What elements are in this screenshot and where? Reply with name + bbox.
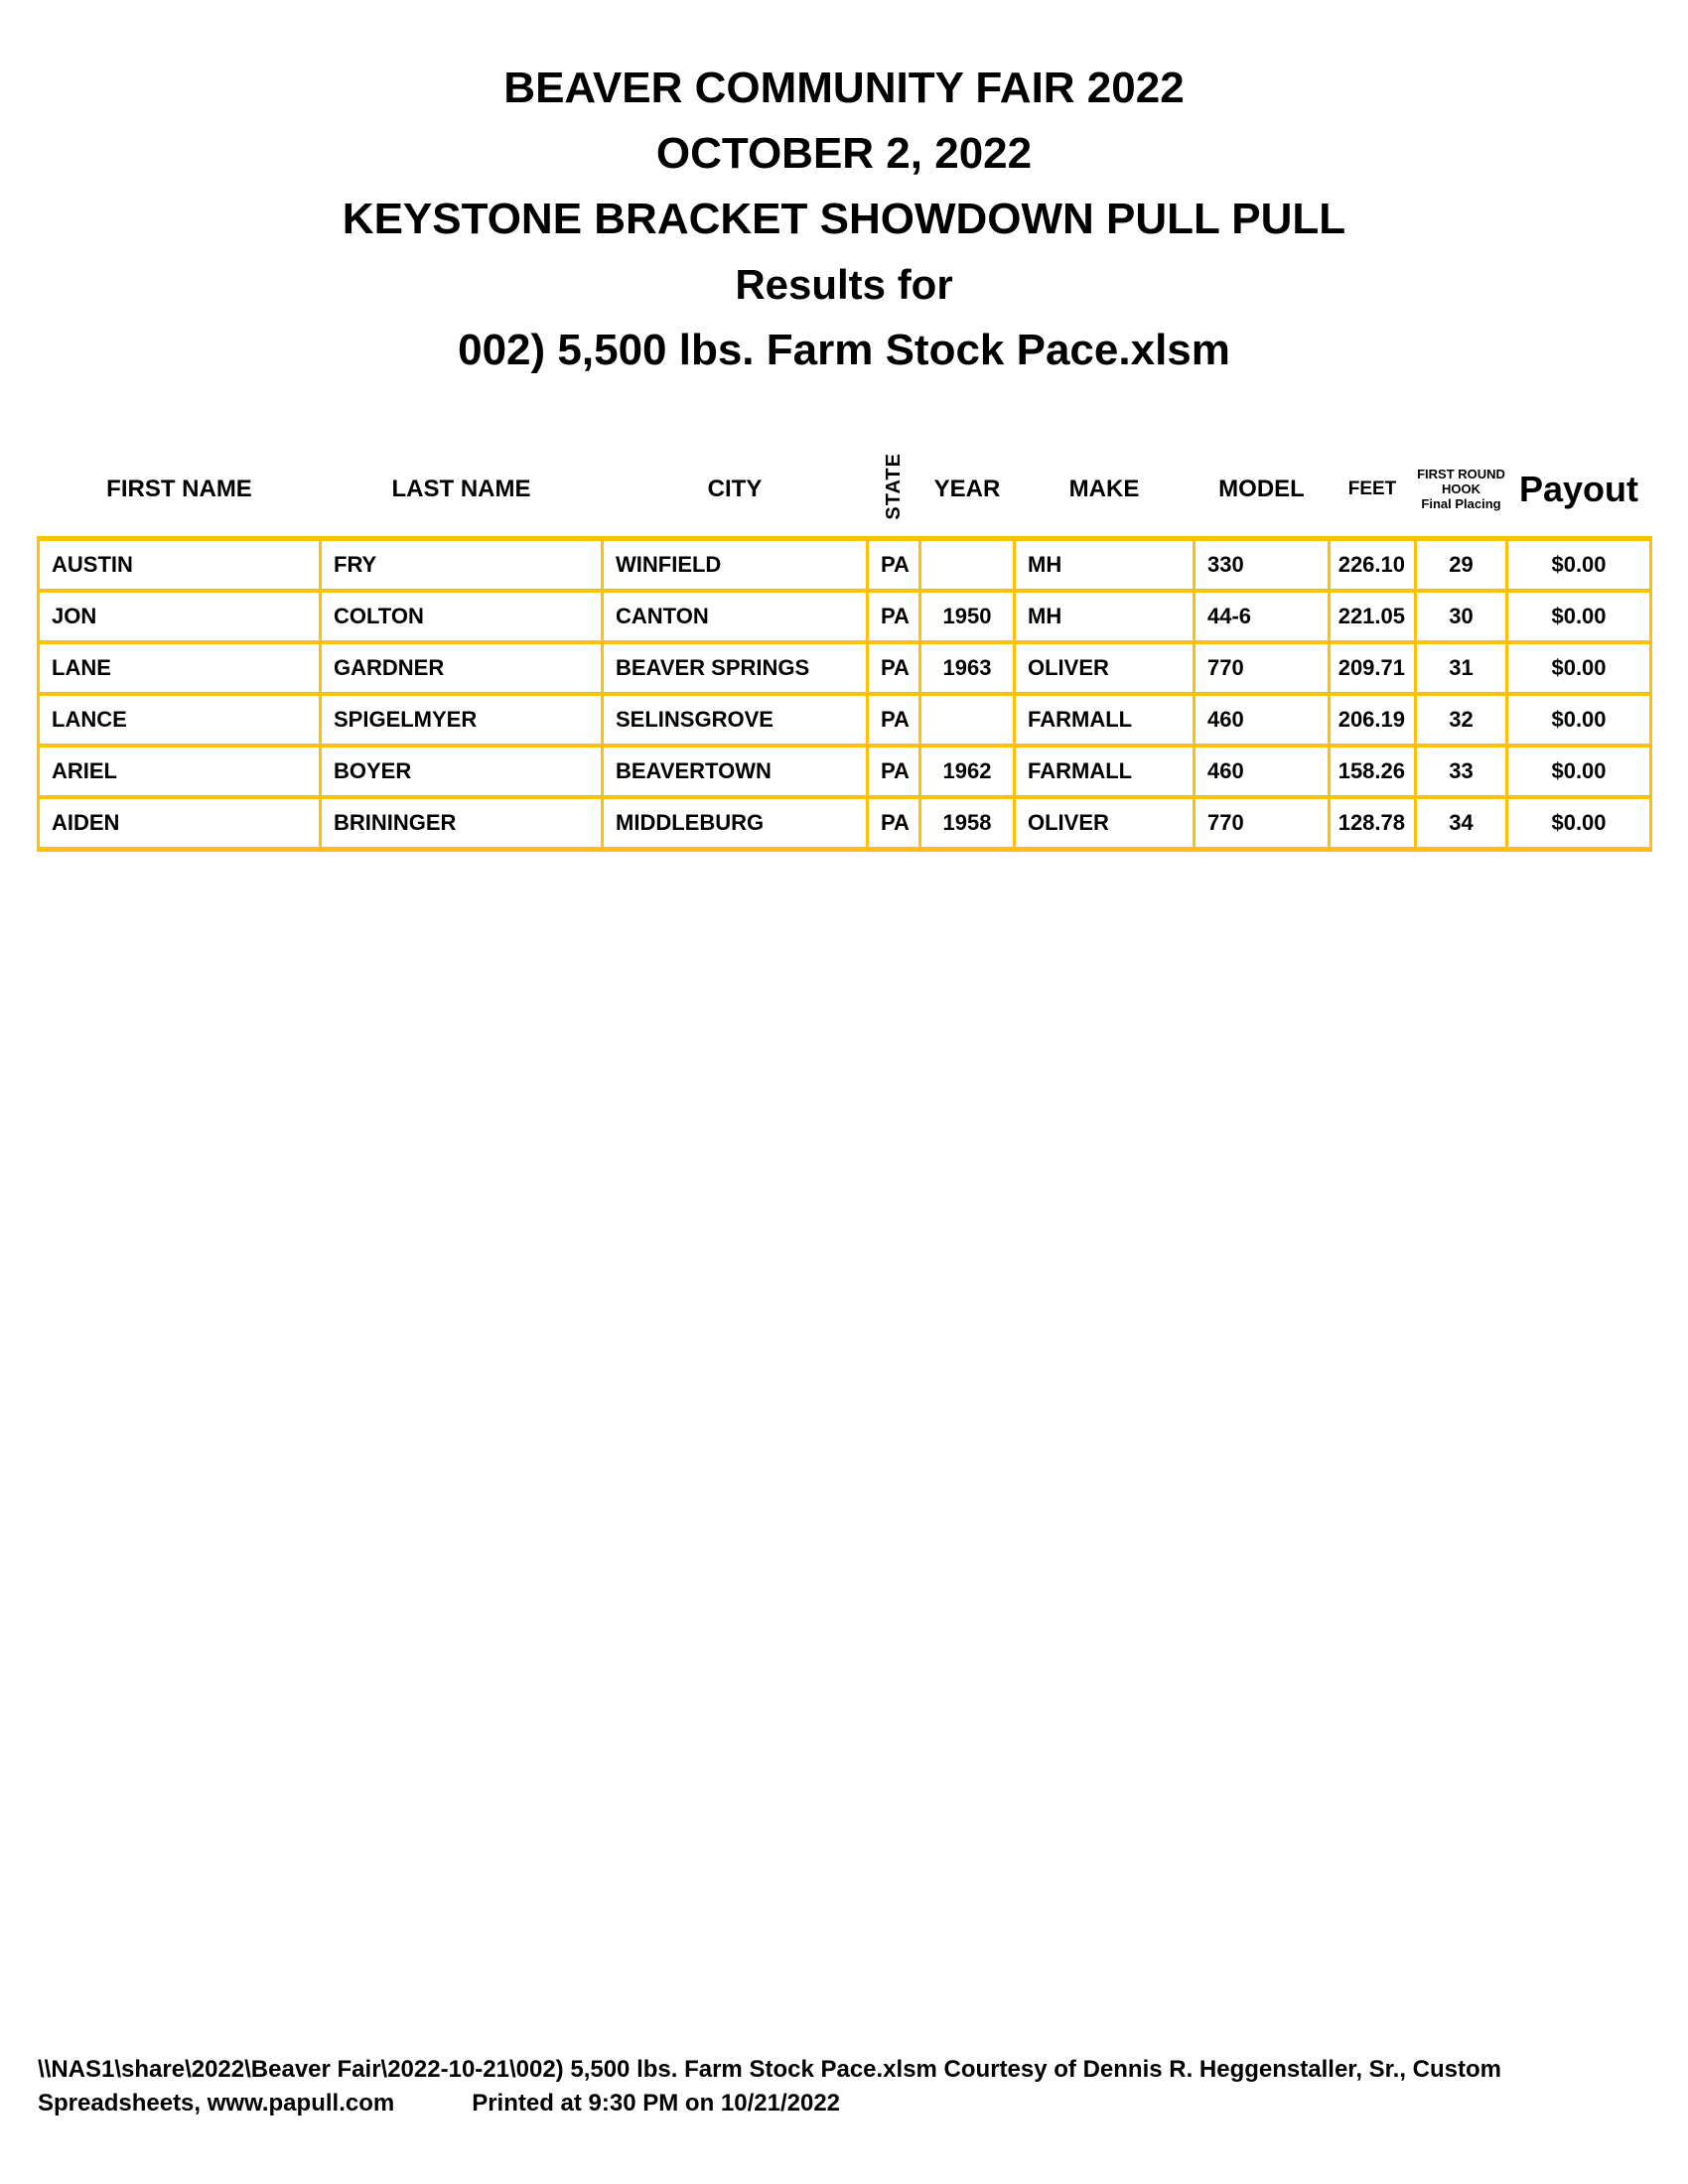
page-header: [0, 56, 1688, 383]
cell-city: BEAVER SPRINGS: [603, 642, 868, 694]
cell-year: 1962: [920, 746, 1015, 797]
cell-year: 1963: [920, 642, 1015, 694]
hook-header-line3: Final Placing: [1421, 496, 1501, 511]
cell-feet: 158.26: [1330, 746, 1416, 797]
cell-state: PA: [868, 694, 920, 746]
file-path-line: \\NAS1\share\2022\Beaver Fair\2022-10-21\002) 5,500 lbs. Farm Stock Pace.xlsm Courtesy of Dennis R. Heggenstaller, Sr., Custom: [38, 2056, 1502, 2083]
column-header-last-name: LAST NAME: [391, 475, 531, 502]
event-series: KEYSTONE BRACKET SHOWDOWN PULL PULL: [342, 195, 1346, 243]
column-header-hook: [1416, 442, 1507, 539]
cell-state: PA: [868, 746, 920, 797]
class-file-title: 002) 5,500 lbs. Farm Stock Pace.xlsm: [458, 326, 1230, 374]
cell-payout: $0.00: [1507, 694, 1651, 746]
cell-model: 460: [1195, 746, 1330, 797]
cell-city: SELINSGROVE: [603, 694, 868, 746]
cell-last-name: BRININGER: [321, 797, 603, 850]
cell-feet: 206.19: [1330, 694, 1416, 746]
cell-make: FARMALL: [1015, 694, 1195, 746]
cell-feet: 221.05: [1330, 591, 1416, 642]
cell-last-name: BOYER: [321, 746, 603, 797]
results-for-label: Results for: [735, 261, 953, 308]
hook-header-line1: FIRST ROUND: [1417, 467, 1505, 481]
cell-last-name: GARDNER: [321, 642, 603, 694]
website-text: Spreadsheets, www.papull.com: [38, 2090, 395, 2116]
cell-state: PA: [868, 642, 920, 694]
cell-payout: $0.00: [1507, 591, 1651, 642]
cell-last-name: COLTON: [321, 591, 603, 642]
cell-payout: $0.00: [1507, 746, 1651, 797]
cell-city: WINFIELD: [603, 539, 868, 592]
column-header-row: [39, 442, 1651, 539]
cell-state: PA: [868, 539, 920, 592]
table-row: [39, 642, 1651, 694]
cell-placing: 31: [1416, 642, 1507, 694]
cell-year: 1950: [920, 591, 1015, 642]
cell-feet: 128.78: [1330, 797, 1416, 850]
cell-make: OLIVER: [1015, 797, 1195, 850]
cell-feet: 209.71: [1330, 642, 1416, 694]
cell-model: 330: [1195, 539, 1330, 592]
cell-model: 460: [1195, 694, 1330, 746]
cell-last-name: FRY: [321, 539, 603, 592]
cell-model: 770: [1195, 642, 1330, 694]
event-title: BEAVER COMMUNITY FAIR 2022: [503, 64, 1185, 112]
results-table: [37, 442, 1652, 852]
cell-placing: 32: [1416, 694, 1507, 746]
cell-year: [920, 694, 1015, 746]
cell-payout: $0.00: [1507, 797, 1651, 850]
table-row: [39, 797, 1651, 850]
cell-payout: $0.00: [1507, 539, 1651, 592]
hook-header-line2: HOOK: [1442, 481, 1480, 496]
column-header-state-cell: [868, 442, 920, 539]
cell-first-name: LANCE: [39, 694, 321, 746]
cell-first-name: ARIEL: [39, 746, 321, 797]
table-row: [39, 694, 1651, 746]
cell-last-name: SPIGELMYER: [321, 694, 603, 746]
cell-city: CANTON: [603, 591, 868, 642]
column-header-year: YEAR: [933, 475, 1001, 502]
column-header-model: MODEL: [1218, 475, 1305, 502]
page-footer: [38, 2053, 1666, 2120]
cell-placing: 34: [1416, 797, 1507, 850]
cell-year: 1958: [920, 797, 1015, 850]
cell-payout: $0.00: [1507, 642, 1651, 694]
cell-make: OLIVER: [1015, 642, 1195, 694]
cell-make: MH: [1015, 539, 1195, 592]
column-header-state: STATE: [882, 453, 905, 520]
cell-model: 770: [1195, 797, 1330, 850]
cell-state: PA: [868, 797, 920, 850]
cell-placing: 29: [1416, 539, 1507, 592]
cell-year: [920, 539, 1015, 592]
cell-city: BEAVERTOWN: [603, 746, 868, 797]
table-row: [39, 746, 1651, 797]
column-header-city: CITY: [707, 475, 763, 502]
cell-placing: 30: [1416, 591, 1507, 642]
column-header-feet: FEET: [1347, 478, 1397, 499]
printed-timestamp: Printed at 9:30 PM on 10/21/2022: [472, 2090, 841, 2116]
cell-feet: 226.10: [1330, 539, 1416, 592]
cell-state: PA: [868, 591, 920, 642]
column-header-payout: Payout: [1518, 468, 1639, 509]
cell-first-name: AUSTIN: [39, 539, 321, 592]
table-row: [39, 591, 1651, 642]
cell-first-name: AIDEN: [39, 797, 321, 850]
column-header-make: MAKE: [1068, 475, 1140, 502]
cell-city: MIDDLEBURG: [603, 797, 868, 850]
cell-make: MH: [1015, 591, 1195, 642]
cell-model: 44-6: [1195, 591, 1330, 642]
cell-make: FARMALL: [1015, 746, 1195, 797]
cell-first-name: JON: [39, 591, 321, 642]
footer-second-line: [38, 2087, 1666, 2120]
event-date: OCTOBER 2, 2022: [655, 129, 1033, 178]
cell-first-name: LANE: [39, 642, 321, 694]
results-table-area: [37, 442, 1652, 852]
table-row: [39, 539, 1651, 592]
column-header-first-name: FIRST NAME: [106, 475, 252, 502]
cell-placing: 33: [1416, 746, 1507, 797]
